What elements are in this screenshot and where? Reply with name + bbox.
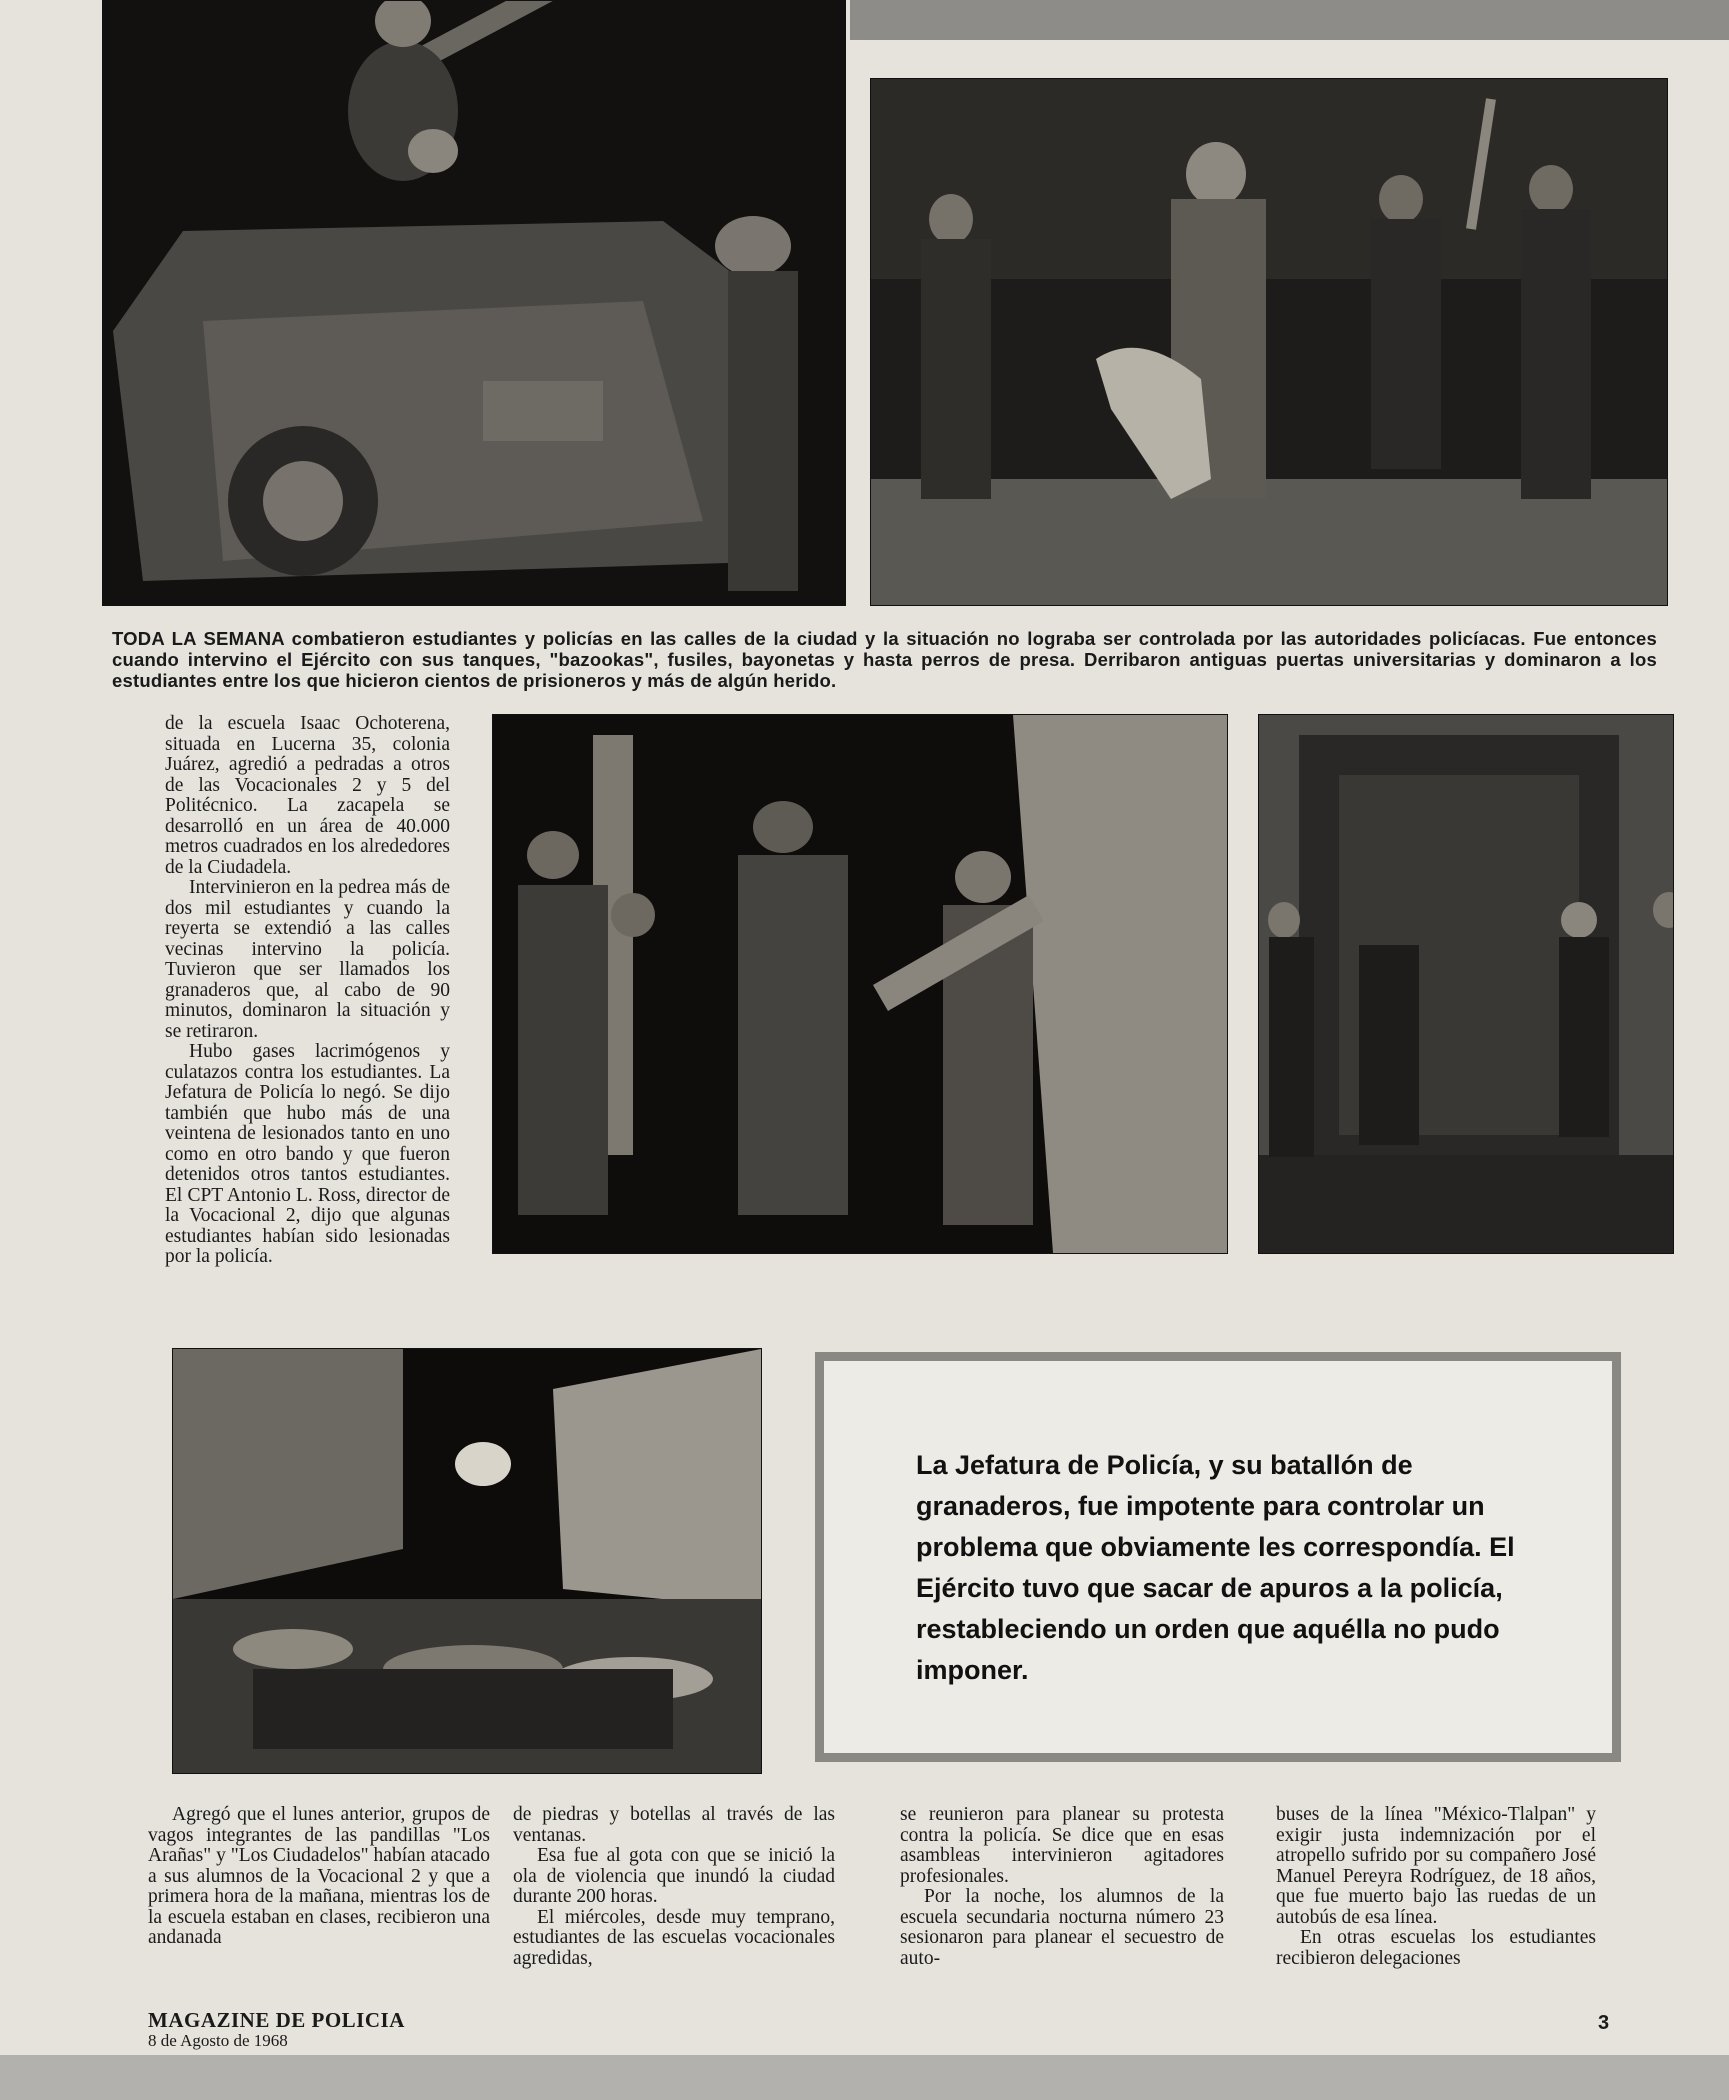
left-paragraph-2: Intervinieron en la pedrea más de dos mil estudiantes y cuando la reyerta se extendió a las calles vecinas intervino la policía. Tuvieron que ser llamados los granaderos que, al cabo de 90 minutos, dominaron la situación y se retiraron. (165, 877, 450, 1042)
bottom-column-2-text-b: Esa fue al gota con que se inició la ola de violencia que inundó la ciudad durante 200 horas. (513, 1845, 835, 1907)
left-paragraph-3: Hubo gases lacrimógenos y culatazos contra los estudiantes. La Jefatura de Policía lo negó. Se dijo también que hubo más de una veintena de lesionados tanto en uno como en otro bando y que fueron detenidos otros tantos estudiantes. El CPT Antonio L. Ross, director de la Vocacional 2, dijo que algunas estudiantes habían sido lesionadas por la policía. (165, 1041, 450, 1267)
photo-crowd-street (172, 1348, 762, 1774)
top-gray-band (850, 0, 1729, 40)
pull-quote-text: La Jefatura de Policía, y su batallón de granaderos, fue impotente para controlar un problema que obviamente les correspondía. El Ejército tuvo que sacar de apuros a la policía, restableciendo un orden que aquélla no pudo imponer. (916, 1450, 1515, 1685)
bottom-gray-band (0, 2055, 1729, 2100)
bottom-column-3-text-a: se reunieron para planear su protesta contra la policía. Se dice que en esas asambleas intervinieron agitadores profesionales. (900, 1804, 1224, 1887)
left-paragraph-1: de la escuela Isaac Ochoterena, situada en Lucerna 35, colonia Juárez, agredió a pedradas a otros de las Vocacionales 2 y 5 del Politécnico. La zacapela se desarrolló en un área de 40.000 metros cuadrados en los alrededores de la Ciudadela. (165, 713, 450, 878)
footer-magazine-name: MAGAZINE DE POLICIA (148, 2008, 405, 2032)
caption-text: combatieron estudiantes y policías en las calles de la ciudad y la situación no lograba ser controlada por las autoridades policíacas. Fue entonces cuando intervino el Ejército con sus tanques, "bazookas", fusiles, bayonetas y hasta perros de presa. Derribaron antiguas puertas universitarias y dominaron a los estudiantes entre los que hicieron cientos de prisioneros y más de algún herido. (112, 628, 1657, 691)
bottom-column-1-text: Agregó que el lunes anterior, grupos de vagos integrantes de las pandillas "Los Arañas" y "Los Ciudadelos" habían atacado a sus alumnos de la Vocacional 2 y que a primera hora de la mañana, mientras los de la escuela estaban en clases, recibieron una andanada (148, 1804, 490, 1948)
bottom-column-2-text-c: El miércoles, desde muy temprano, estudiantes de las escuelas vocacionales agredidas, (513, 1906, 835, 1969)
page-number: 3 (1598, 2012, 1610, 2034)
left-text-column (165, 714, 450, 1268)
bottom-column-3 (900, 1805, 1224, 1969)
bottom-column-1 (148, 1805, 490, 1949)
bottom-column-3-text-b: Por la noche, los alumnos de la escuela secundaria nocturna número 23 sesionaron para planear el secuestro de auto- (900, 1886, 1224, 1969)
photo-caption (112, 628, 1657, 691)
bottom-column-4-text-a: buses de la línea "México-Tlalpan" y exigir justa indemnización por el atropello sufrido por su compañero José Manuel Pereyra Rodríguez, de 18 años, que fue muerto bajo las ruedas de un autobús de esa línea. (1276, 1804, 1596, 1928)
pull-quote-box (815, 1352, 1621, 1762)
photo-soldiers-bazooka (492, 714, 1228, 1254)
bottom-column-2 (513, 1805, 835, 1969)
photo-armored-vehicle (102, 0, 846, 606)
bottom-column-4 (1276, 1805, 1596, 1969)
photo-soldiers-with-dog (870, 78, 1668, 606)
photo-soldiers-at-door (1258, 714, 1674, 1254)
bottom-column-2-text-a: de piedras y botellas al través de las ventanas. (513, 1804, 835, 1846)
caption-lead: TODA LA SEMANA (112, 628, 285, 649)
footer-date: 8 de Agosto de 1968 (148, 2031, 288, 2050)
bottom-column-4-text-b: En otras escuelas los estudiantes recibieron delegaciones (1276, 1927, 1596, 1969)
